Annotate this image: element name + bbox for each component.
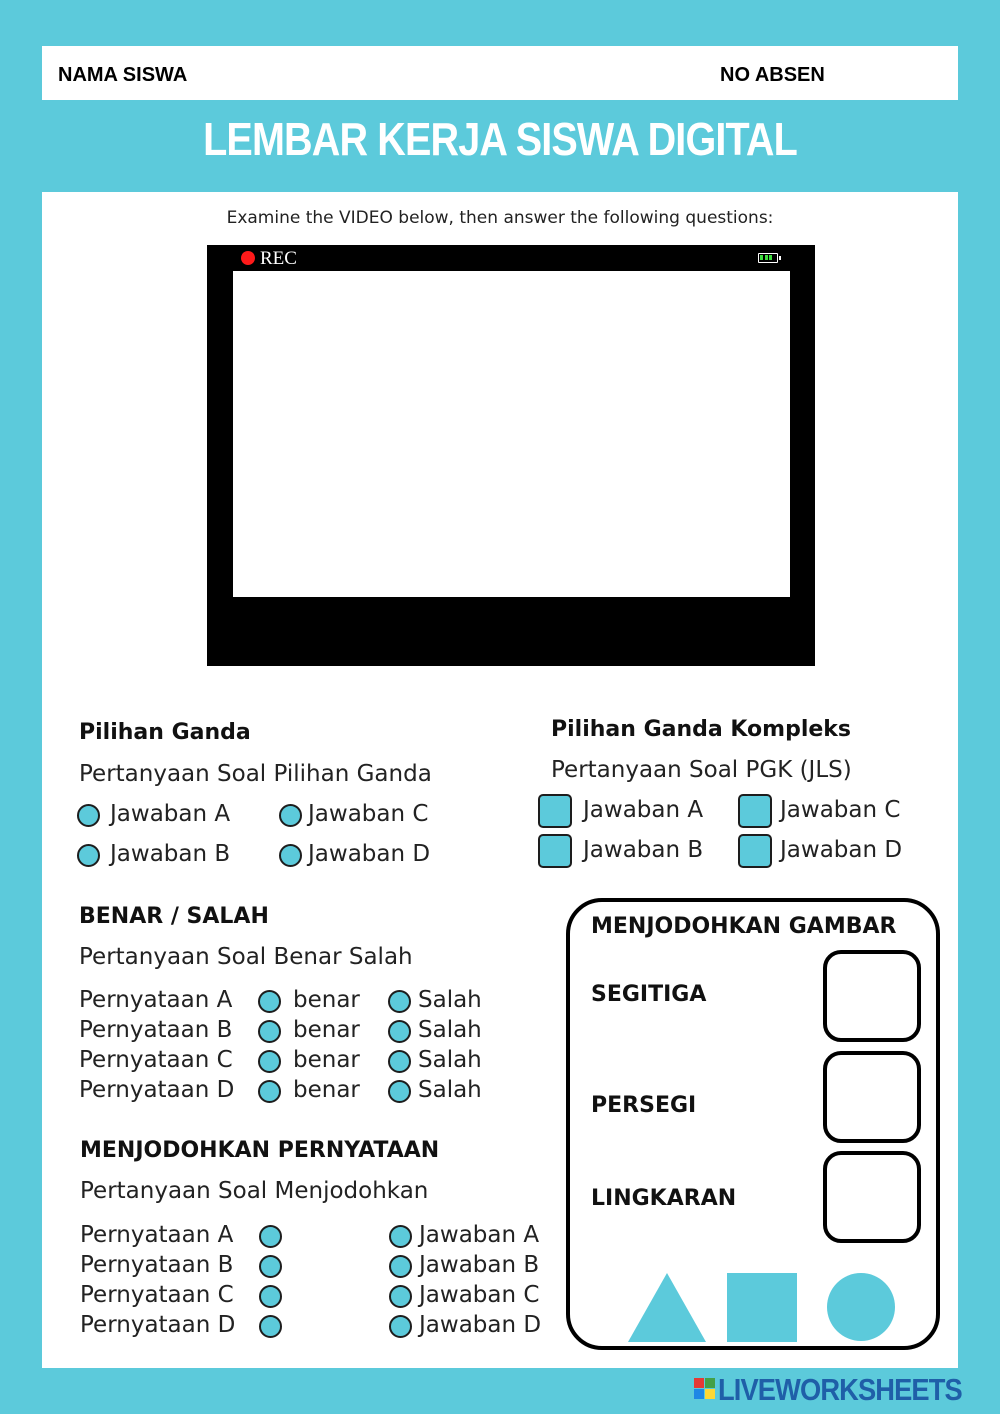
instruction-text: Examine the VIDEO below, then answer the following questions: <box>226 208 774 228</box>
square-shape[interactable] <box>727 1273 797 1342</box>
battery-icon <box>758 253 778 263</box>
option-label-a: Jawaban A <box>110 801 231 827</box>
circle-shape[interactable] <box>827 1273 895 1341</box>
tf-true-label: benar <box>293 987 360 1013</box>
checkbox-label-c: Jawaban C <box>780 797 901 823</box>
matching-heading: MENJODOHKAN PERNYATAAN <box>80 1138 440 1163</box>
shape-name-label: PERSEGI <box>591 1093 697 1118</box>
match-left-dot[interactable] <box>259 1225 282 1248</box>
tf-true-radio[interactable] <box>258 1050 281 1073</box>
match-left-dot[interactable] <box>259 1285 282 1308</box>
tf-true-radio[interactable] <box>258 1020 281 1043</box>
tf-statement: Pernyataan A <box>79 987 233 1013</box>
option-radio-b[interactable] <box>77 844 100 867</box>
match-left-dot[interactable] <box>259 1255 282 1278</box>
complex-choice-question: Pertanyaan Soal PGK (JLS) <box>551 757 852 783</box>
match-left-label: Pernyataan C <box>80 1282 234 1308</box>
true-false-question: Pertanyaan Soal Benar Salah <box>79 944 413 970</box>
drop-slot-3[interactable] <box>823 1151 921 1243</box>
match-left-label: Pernyataan A <box>80 1222 234 1248</box>
option-label-c: Jawaban C <box>308 801 429 827</box>
checkbox-label-b: Jawaban B <box>583 837 704 863</box>
multiple-choice-heading: Pilihan Ganda <box>79 720 251 745</box>
tf-statement: Pernyataan C <box>79 1047 233 1073</box>
checkbox-b[interactable] <box>538 834 572 868</box>
tf-false-label: Salah <box>418 1077 482 1103</box>
student-info-bar <box>42 46 958 100</box>
checkbox-c[interactable] <box>738 794 772 828</box>
brand-logo-icon <box>694 1378 716 1400</box>
tf-true-label: benar <box>293 1017 360 1043</box>
match-right-dot[interactable] <box>389 1255 412 1278</box>
match-right-dot[interactable] <box>389 1315 412 1338</box>
tf-false-radio[interactable] <box>388 1080 411 1103</box>
tf-true-radio[interactable] <box>258 1080 281 1103</box>
match-right-label: Jawaban B <box>419 1252 540 1278</box>
matching-question: Pertanyaan Soal Menjodohkan <box>80 1178 429 1204</box>
match-right-dot[interactable] <box>389 1285 412 1308</box>
video-player[interactable] <box>207 245 815 666</box>
multiple-choice-question: Pertanyaan Soal Pilihan Ganda <box>79 761 432 787</box>
tf-false-radio[interactable] <box>388 990 411 1013</box>
drop-slot-2[interactable] <box>823 1051 921 1143</box>
checkbox-label-a: Jawaban A <box>583 797 704 823</box>
tf-statement: Pernyataan B <box>79 1017 233 1043</box>
shape-name-label: SEGITIGA <box>591 982 707 1007</box>
student-name-label: NAMA SISWA <box>58 64 188 86</box>
match-right-label: Jawaban A <box>419 1222 540 1248</box>
tf-false-label: Salah <box>418 987 482 1013</box>
tf-false-label: Salah <box>418 1017 482 1043</box>
option-label-b: Jawaban B <box>110 841 231 867</box>
checkbox-d[interactable] <box>738 834 772 868</box>
tf-true-label: benar <box>293 1047 360 1073</box>
match-right-label: Jawaban D <box>419 1312 542 1338</box>
brand-footer <box>694 1372 994 1408</box>
checkbox-a[interactable] <box>538 794 572 828</box>
attendance-number-label: NO ABSEN <box>720 64 825 86</box>
triangle-shape[interactable] <box>628 1273 706 1342</box>
tf-false-radio[interactable] <box>388 1020 411 1043</box>
video-screen[interactable] <box>233 271 790 597</box>
complex-choice-heading: Pilihan Ganda Kompleks <box>551 717 852 742</box>
option-radio-d[interactable] <box>279 844 302 867</box>
brand-name: LIVEWORKSHEETS <box>718 1372 962 1407</box>
option-radio-c[interactable] <box>279 804 302 827</box>
match-right-dot[interactable] <box>389 1225 412 1248</box>
rec-label: REC <box>260 248 297 269</box>
image-matching-heading: MENJODOHKAN GAMBAR <box>591 914 897 939</box>
checkbox-label-d: Jawaban D <box>780 837 903 863</box>
page-title: LEMBAR KERJA SISWA DIGITAL <box>203 113 797 165</box>
match-left-label: Pernyataan B <box>80 1252 234 1278</box>
tf-false-radio[interactable] <box>388 1050 411 1073</box>
match-right-label: Jawaban C <box>419 1282 540 1308</box>
true-false-heading: BENAR / SALAH <box>79 904 269 929</box>
record-dot-icon <box>241 251 255 265</box>
option-radio-a[interactable] <box>77 804 100 827</box>
match-left-label: Pernyataan D <box>80 1312 236 1338</box>
drop-slot-1[interactable] <box>823 950 921 1042</box>
tf-statement: Pernyataan D <box>79 1077 235 1103</box>
tf-false-label: Salah <box>418 1047 482 1073</box>
tf-true-radio[interactable] <box>258 990 281 1013</box>
option-label-d: Jawaban D <box>308 841 431 867</box>
shape-name-label: LINGKARAN <box>591 1186 737 1211</box>
match-left-dot[interactable] <box>259 1315 282 1338</box>
tf-true-label: benar <box>293 1077 360 1103</box>
